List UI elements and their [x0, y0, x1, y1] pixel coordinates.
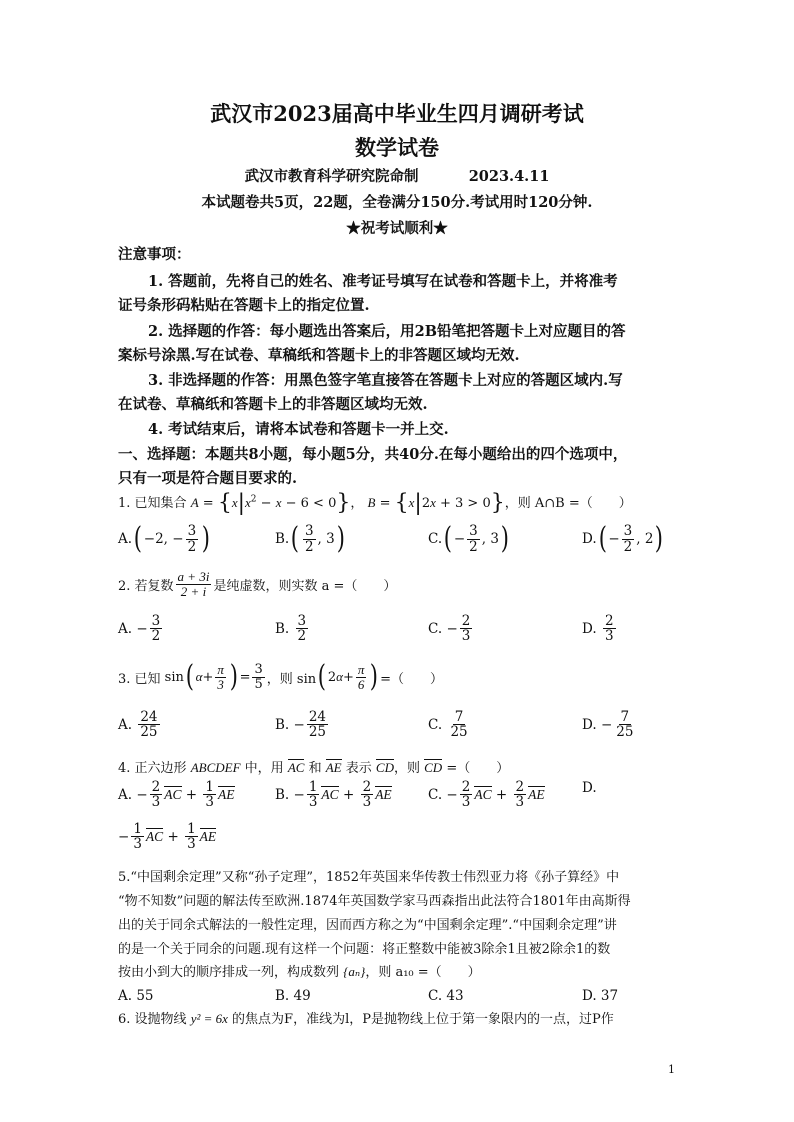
- author: 武汉市教育科学研究院命制: [244, 168, 419, 185]
- question-2: 2. 若复数 $\frac{a + 3i}{2 + i}$ 是纯虚数，则实数 a =（ ）: [118, 569, 397, 599]
- q2-option-a: A. − $\frac{3}{2}$: [118, 613, 161, 645]
- q5-option-a: A. 55: [118, 988, 154, 1004]
- q4-option-a: A. − $\frac{2}{3}$ AC + $\frac{1}{3}$ AE: [118, 779, 235, 811]
- question-1: 1. 已知集合 $A = \{x|x^2 - x - 6 < 0\}$， B = {x|2x + 3 > 0}，则 A∩B =（ ）: [118, 490, 632, 516]
- exam-title: 武汉市2023届高中毕业生四月调研考试: [210, 101, 584, 126]
- q5-option-b: B. 49: [275, 988, 311, 1004]
- q2-option-c: C. − $\frac{2}{3}$: [428, 613, 471, 645]
- q2-option-b: B. $\frac{3}{2}$: [275, 613, 307, 645]
- exam-subject: 数学试卷: [355, 135, 439, 160]
- notice-item-1: 1. 答题前，先将自己的姓名、准考证号填写在试卷和答题卡上，并将准考: [148, 273, 618, 290]
- section-heading: 一、选择题：本题共8小题，每小题5分，共40分.在每小题给出的四个选项中，: [118, 446, 628, 463]
- author-line: [0, 165, 794, 186]
- question-4: 4. 正六边形 ABCDEF 中，用 AC 和 AE 表示 CD，则 CD =（ ）: [118, 760, 510, 776]
- q5-option-d: D. 37: [582, 988, 619, 1004]
- q5-option-c: C. 43: [428, 988, 464, 1004]
- good-luck: ★祝考试顺利★: [346, 220, 448, 237]
- q4-option-b: B. − $\frac{1}{3}$ AC + $\frac{2}{3}$ AE: [275, 779, 392, 811]
- question-5-line-3: 出的关于同余式解法的一般性定理，因而西方称之为“中国剩余定理”.“中国剩余定理”讲: [118, 918, 617, 933]
- question-3: 3. 已知 sin ( α + $\frac{\pi}{3}$ ) = $\frac{3}{5}$ ，则 sin ( 2 α + $\frac{\pi}{6}$ ) =（ ）: [118, 659, 443, 694]
- notice-item-4: 4. 考试结束后，请将本试卷和答题卡一并上交.: [148, 421, 449, 438]
- question-5-line-4: 的是一个关于同余的问题.现有这样一个问题：将正整数中能被3除余1且被2除余1的数: [118, 942, 611, 957]
- q2-option-d: D. $\frac{2}{3}$: [582, 613, 614, 645]
- q1-option-a: A. ( −2, − $\frac{3}{2}$ ): [118, 521, 211, 556]
- q1-option-b: B. ( $\frac{3}{2}$ , 3 ): [275, 521, 345, 556]
- q1-option-d: D. ( − $\frac{3}{2}$ , 2 ): [582, 521, 664, 556]
- q1-option-c: C. ( − $\frac{3}{2}$ , 3 ): [428, 521, 509, 556]
- q3-option-c: C. $\frac{7}{25}$: [428, 709, 468, 741]
- notice-item-2: 2. 选择题的作答：每小题选出答案后，用2B铅笔把答题卡上对应题目的答: [148, 323, 626, 340]
- section-heading-cont: 只有一项是符合题目要求的.: [118, 470, 298, 487]
- question-5-line-2: “物不知数”问题的解法传至欧洲.1874年英国数学家马西森指出此法符合1801年由高斯得: [118, 894, 631, 909]
- notice-item-2-cont: 案标号涂黑.写在试卷、草稿纸和答题卡上的非答题区域均无效.: [118, 347, 520, 364]
- page-number: 1: [668, 1063, 675, 1076]
- q1-ask: ，则 A∩B =（ ）: [504, 496, 632, 511]
- q1-prefix: 1. 已知集合: [118, 496, 187, 511]
- q3-option-d: D. − $\frac{7}{25}$: [582, 709, 634, 741]
- q4-option-c: C. − $\frac{2}{3}$ AC + $\frac{2}{3}$ AE: [428, 779, 545, 811]
- q4-option-d-label: D.: [582, 780, 597, 796]
- q3-option-b: B. − $\frac{24}{25}$: [275, 709, 327, 741]
- q3-option-a: A. $\frac{24}{25}$: [118, 709, 158, 741]
- exam-info: 本试题卷共5页，22题，全卷满分150分.考试用时120分钟.: [201, 194, 593, 211]
- q4-option-d: − $\frac{1}{3}$ AC + $\frac{1}{3}$ AE: [118, 821, 217, 853]
- question-5-line-5: 按由小到大的顺序排成一列，构成数列 {aₙ}，则 a₁₀ =（ ）: [118, 964, 481, 980]
- notice-item-3-cont: 在试卷、草稿纸和答题卡上的非答题区域均无效.: [118, 396, 428, 413]
- notice-item-1-cont: 证号条形码粘贴在答题卡上的指定位置.: [118, 297, 370, 314]
- notice-item-3: 3. 非选择题的作答：用黑色签字笔直接答在答题卡上对应的答题区域内.写: [148, 372, 623, 389]
- notice-heading: 注意事项：: [118, 246, 191, 263]
- exam-date: 2023.4.11: [468, 168, 550, 185]
- question-6-line-1: 6. 设抛物线 y² = 6x 的焦点为F，准线为l，P是抛物线上位于第一象限内的一点，过P作: [118, 1011, 614, 1027]
- question-5-line-1: 5.“中国剩余定理”又称“孙子定理”，1852年英国来华传教士伟烈亚力将《孙子算经》中: [118, 870, 620, 885]
